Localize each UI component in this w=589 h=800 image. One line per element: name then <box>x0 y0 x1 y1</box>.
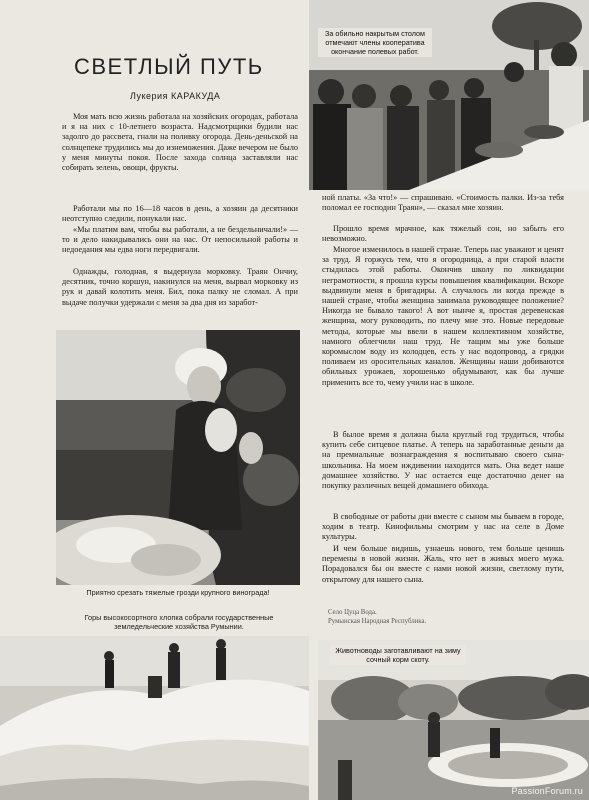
article-paragraph-5: ной платы. «За что!» — спрашиваю. «Стоимость палки. Из-за тебя поломал ее господин Траян», — сказал мне хозяин. <box>322 193 564 213</box>
cotton-piles-image <box>0 636 309 800</box>
article-title: СВЕТЛЫЙ ПУТЬ <box>74 54 264 79</box>
livestock-caption: Животноводы заготавливают на зиму сочный корм скоту. <box>330 645 466 665</box>
article-paragraph-2: Работали мы по 16—18 часов в день, а хозяин да десятники неотступно следили, понукали нас. <box>62 204 298 224</box>
article-paragraph-10: И чем больше видишь, узнаешь нового, тем больше ценишь перемены в новой жизни. Жаль, что нет в живых моего мужа. Порадовался бы он вместе с нами новой жизни, светлому пути, открытому для нашего сына. <box>322 544 564 584</box>
article-paragraph-7: Многое изменилось в нашей стране. Теперь нас уважают и ценят за труд. Я горжусь тем, что я огородница, а при старой власти стыдилась этой работы. Окончив школу по ликвидации неграмотности, я прошла курсы повышения квалификации. Вскоре выдвинули меня в бригадиры. А случалось ли когда прежде в нашей стране, чтобы женщина занимала руководящее положение? Никогда не бывало такого! А вот нынче я, простая деревенская женщина, могу руководить, по плечу мне это. Новые передовые методы, которые мы ввели в нашем коллективном хозяйстве, намного облегчили наш труд. Не тащим мы уже больше коромыслом воду из колодцев, есть у нас водопровод, а грядки поливаем из оросительных каналов. Женщины наши добиваются обильных урожаев, хорошенько обдумывают, как бы лучше применить все то, чему учили нас в школе. <box>322 245 564 387</box>
watermark: PassionForum.ru <box>511 786 583 796</box>
article-paragraph-9: В свободные от работы дни вместе с сыном мы бываем в городе, ходим в театр. Кинофильмы смотрим у нас на селе в Доме культуры. <box>322 512 564 542</box>
feast-caption: За обильно накрытым столом отмечают члены кооператива окончание полевых работ. <box>318 28 432 57</box>
article-paragraph-3: «Мы платим вам, чтобы вы работали, а не бездельничали!» — то и дело накидывались они на нас. От непосильной работы и недоедания мы едва ноги передвигали. <box>62 225 298 255</box>
cotton-photo <box>0 636 309 800</box>
article-paragraph-4: Однажды, голодная, я выдернула морковку. Траян Ончиу, десятник, точно коршун, накинулся на меня, вырвал морковку из рук и давай колотить меня. Бил, пока палку не сломал. А при выдаче получки удержали с меня за два дня из заработ- <box>62 267 298 307</box>
article-author: Лукерия КАРАКУДА <box>130 91 221 101</box>
woman-with-grapes-image <box>56 330 300 585</box>
cotton-caption: Горы высокосортного хлопка собрали государственные земледельческие хозяйства Румынии. <box>84 613 274 631</box>
article-source-line-2: Румынская Народная Республика. <box>328 618 427 625</box>
article-paragraph-8: В былое время я должна была круглый год трудиться, чтобы купить себе ситцевое платье. А теперь на заработанные деньги да на премиальные вознаграждения я воспитываю своего сына-школьника. На моем иждивении находится мать. Она ведет наше домашнее хозяйство. У нас остается еще достаточно денег на покупку различных вещей домашнего обихода. <box>322 430 564 491</box>
article-paragraph-6: Прошло время мрачное, как тяжелый сон, но забыть его невозможно. <box>322 224 564 244</box>
article-source-line-1: Село Цуца Вода. <box>328 609 377 616</box>
article-paragraph-1: Моя мать всю жизнь работала на хозяйских огородах, работала и я на них с 10-летнего возраста. Надсмотрщики будили нас задолго до рассвета, гнали на поливку огорода. День-деньской на солнцепеке трудились мы до изнеможения. Даже вечером не было у меня минуты покоя. После захода солнца заставляли нас собирать зелень, овощи, фрукты. <box>62 112 298 173</box>
grapes-caption: Приятно срезать тяжелые грозди крупного винограда! <box>86 588 270 597</box>
grapes-photo <box>56 330 300 585</box>
